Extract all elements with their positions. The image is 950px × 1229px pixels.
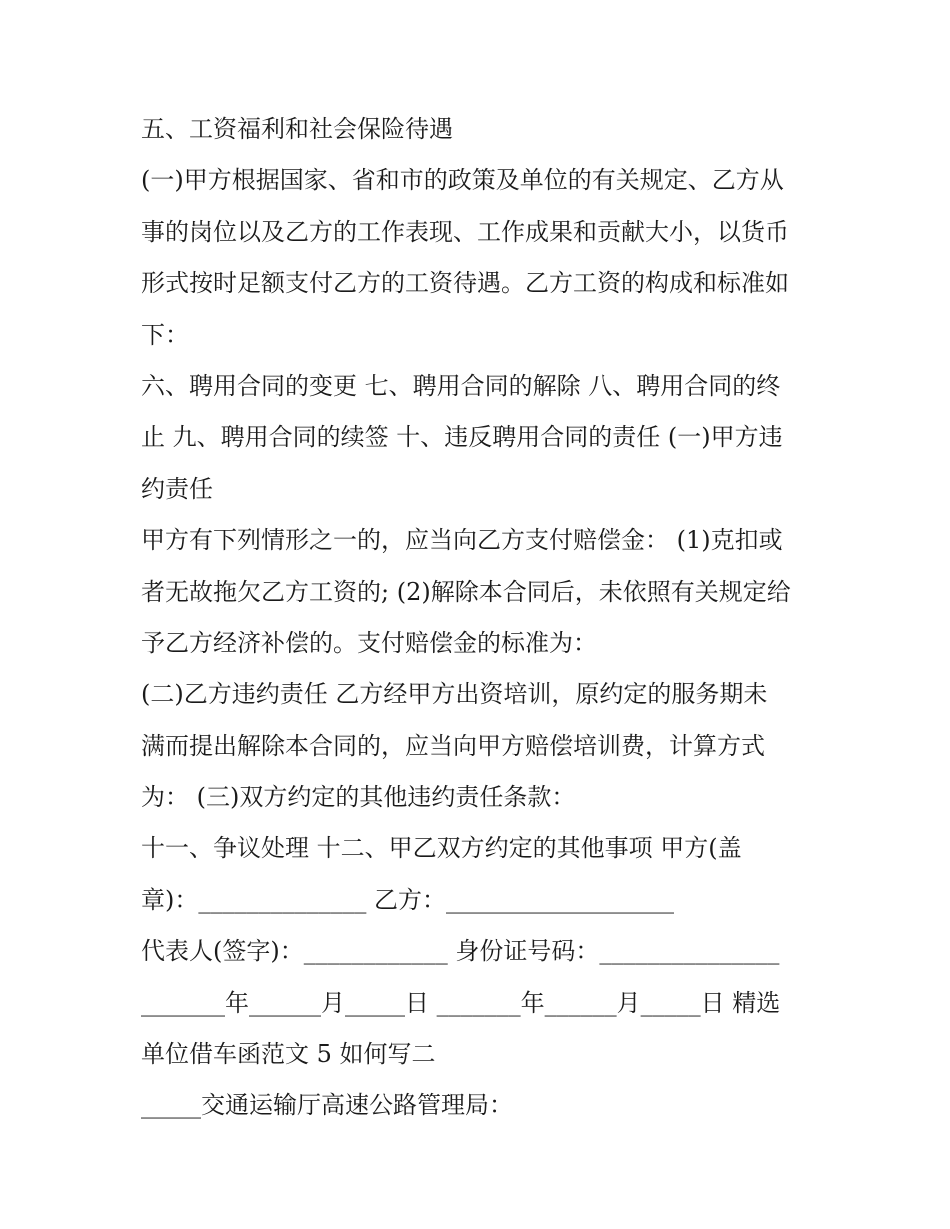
date-line: _______年______月_____日 _______年______月_____日 精选 — [141, 988, 781, 1017]
signature-line: 章)：______________ 乙方：___________________ — [141, 885, 674, 914]
section-headings-line: 六、聘用合同的变更 七、聘用合同的解除 八、聘用合同的终 — [141, 371, 781, 400]
signature-line: 代表人(签字)：____________ 身份证号码：_______________ — [141, 937, 780, 966]
document-page — [141, 104, 813, 1132]
paragraph-line: 约责任 — [141, 474, 213, 503]
section-headings-line: 十一、争议处理 十二、甲乙双方约定的其他事项 甲方(盖 — [141, 834, 742, 863]
paragraph-line: 者无故拖欠乙方工资的; (2)解除本合同后，未依照有关规定给 — [141, 577, 791, 606]
addressee-line: _____交通运输厅高速公路管理局： — [141, 1091, 513, 1120]
paragraph-line: (一)甲方根据国家、省和市的政策及单位的有关规定、乙方从 — [141, 166, 784, 195]
title-line: 单位借车函范文 5 如何写二 — [141, 1040, 436, 1069]
paragraph-line: 为： (三)双方约定的其他违约责任条款： — [141, 783, 576, 812]
paragraph-line: 予乙方经济补偿的。支付赔偿金的标准为： — [141, 628, 597, 657]
section-five-heading: 五、工资福利和社会保险待遇 — [141, 115, 453, 143]
paragraph-line: 满而提出解除本合同的，应当向甲方赔偿培训费，计算方式 — [141, 731, 765, 760]
section-headings-line: 止 九、聘用合同的续签 十、违反聘用合同的责任 (一)甲方违 — [141, 423, 783, 452]
paragraph-line: (二)乙方违约责任 乙方经甲方出资培训，原约定的服务期未 — [141, 680, 768, 709]
paragraph-line: 形式按时足额支付乙方的工资待遇。乙方工资的构成和标准如 — [141, 269, 789, 298]
paragraph-line: 事的岗位以及乙方的工作表现、工作成果和贡献大小，以货币 — [141, 217, 789, 246]
paragraph-line: 下： — [141, 320, 189, 349]
paragraph-line: 甲方有下列情形之一的，应当向乙方支付赔偿金： (1)克扣或 — [141, 526, 783, 555]
